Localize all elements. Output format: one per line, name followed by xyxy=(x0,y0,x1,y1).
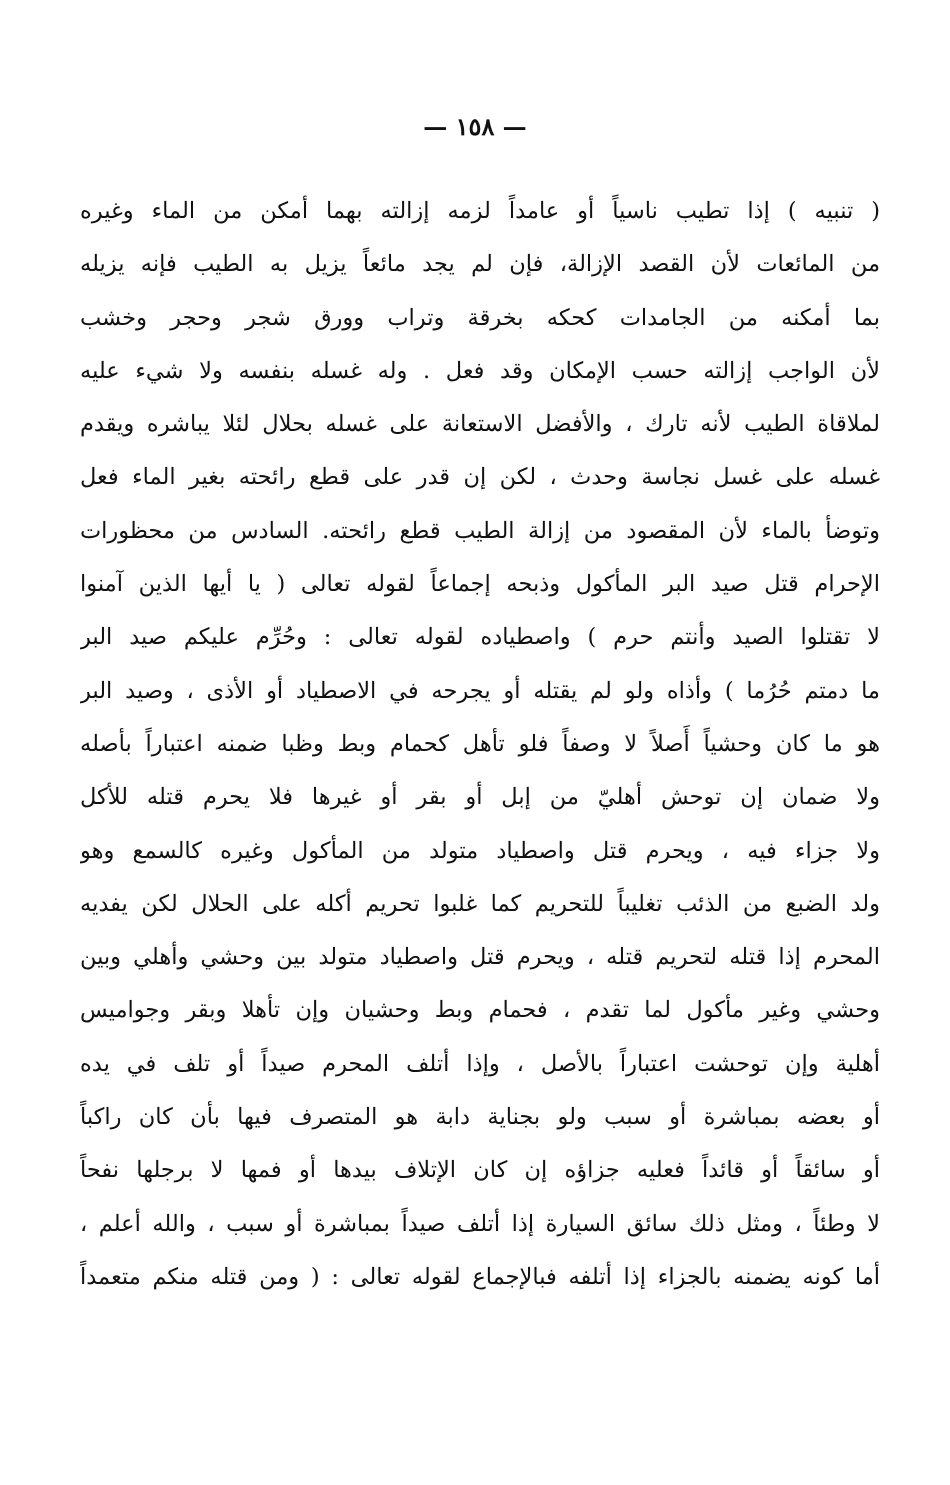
text-line: ولا ضمان إن توحش أهليّ من إبل أو بقر أو غيرها فلا يحرم قتله للأكل xyxy=(80,784,880,811)
text-line: الإحرام قتل صيد البر المأكول وذبحه إجماعاً لقوله تعالى ( يا أيها الذين آمنوا xyxy=(80,571,880,598)
body-text xyxy=(80,185,880,1304)
text-line: لأن الواجب إزالته حسب الإمكان وقد فعل . وله غسله بنفسه ولا شيء عليه xyxy=(80,357,880,384)
text-line: لملاقاة الطيب لأنه تارك ، والأفضل الاستعانة على غسله بحلال لئلا يباشره ويقدم xyxy=(80,411,880,438)
page-number: — ١٥٨ — xyxy=(423,112,527,141)
text-line: هو ما كان وحشياً أَصلاً لا وصفاً فلو تأهل كحمام وبط وظبا ضمنه اعتباراً بأصله xyxy=(80,730,880,757)
text-line: من المائعات لأن القصد الإزالة، فإن لم يجد مائعاً يزيل به الطيب فإنه يزيله xyxy=(80,251,880,278)
text-line: ما دمتم حُرُما ) وأذاه ولو لم يقتله أو يجرحه في الاصطياد أو الأذى ، وصيد البر xyxy=(80,677,880,704)
text-line: لا تقتلوا الصيد وأنتم حرم ) واصطياده لقوله تعالى : وحُرِّم عليكم صيد البر xyxy=(80,624,880,651)
text-line: وتوضأ بالماء لأن المقصود من إزالة الطيب قطع رائحته. السادس من محظورات xyxy=(80,517,880,544)
text-line: أو بعضه بمباشرة أو سبب ولو بجناية دابة هو المتصرف فيها بأن كان راكباً xyxy=(80,1104,880,1131)
text-line: ( تنبيه ) إذا تطيب ناسياً أو عامداً لزمه إزالته بهما أمكن من الماء وغيره xyxy=(80,198,880,224)
text-line: أو سائقاً أو قائداً فعليه جزاؤه إن كان الإتلاف بيدها أو فمها لا برجلها نفحاً xyxy=(80,1157,880,1184)
text-line: وحشي وغير مأكول لما تقدم ، فحمام وبط وحشيان وإن تأهلا وبقر وجواميس xyxy=(80,997,880,1024)
text-line: بما أمكنه من الجامدات كحكه بخرقة وتراب وورق شجر وحجر وخشب xyxy=(80,304,880,331)
text-line: ولا جزاء فيه ، ويحرم قتل واصطياد متولد من المأكول وغيره كالسمع وهو xyxy=(80,837,880,864)
text-line: لا وطئاً ، ومثل ذلك سائق السيارة إذا أتلف صيداً بمباشرة أو سبب ، والله أعلم ، xyxy=(80,1210,880,1237)
text-line: غسله على غسل نجاسة وحدث ، لكن إن قدر على قطع رائحته بغير الماء فعل xyxy=(80,464,880,491)
text-line: أهلية وإن توحشت اعتباراً بالأصل ، وإذا أتلف المحرم صيداً أو تلف في يده xyxy=(80,1050,880,1077)
text-line: ولد الضبع من الذئب تغليباً للتحريم كما غلبوا تحريم أكله على الحلال لكن يفديه xyxy=(80,890,880,917)
text-line: أما كونه يضمنه بالجزاء إذا أتلفه فبالإجماع لقوله تعالى : ( ومن قتله منكم متعمداً xyxy=(80,1263,880,1290)
text-line: المحرم إذا قتله لتحريم قتله ، ويحرم قتل واصطياد متولد بين وحشي وأهلي وبين xyxy=(80,944,880,971)
